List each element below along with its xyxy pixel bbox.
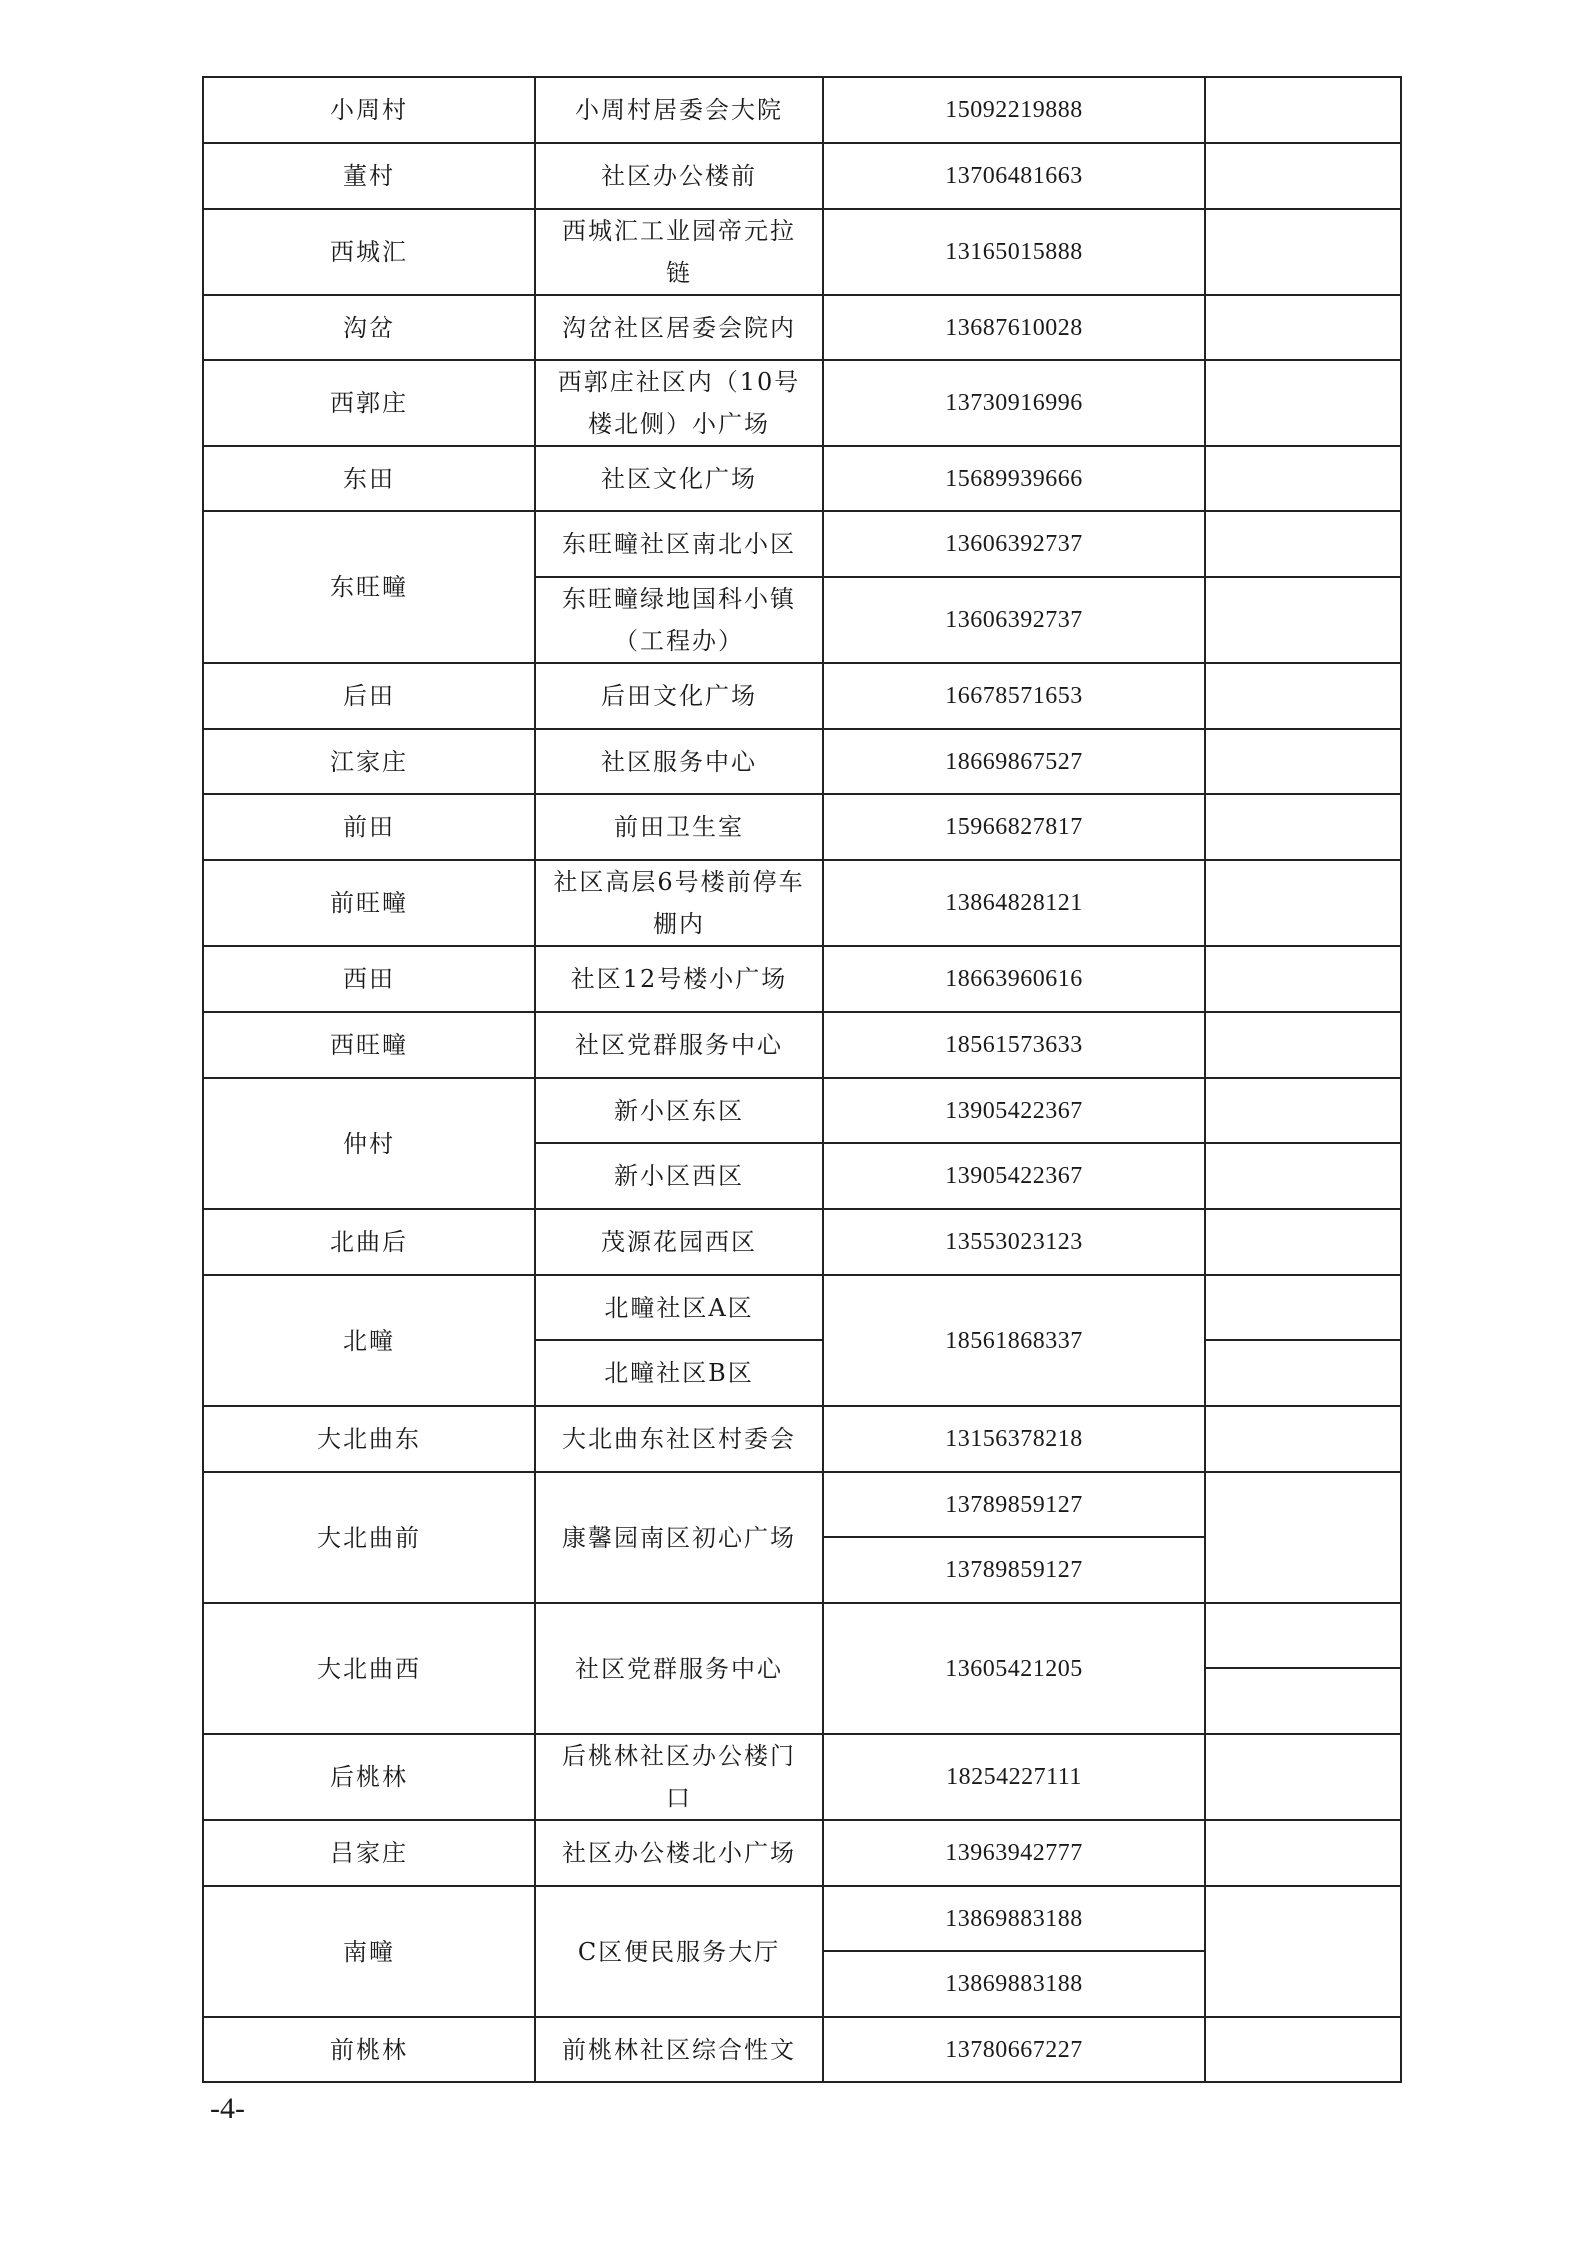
phone-cell: 13606392737 <box>823 577 1205 663</box>
community-cell: 董村 <box>203 143 535 209</box>
table-row <box>203 1603 1401 1668</box>
location-cell: 大北曲东社区村委会 <box>535 1406 823 1472</box>
table-row <box>203 2017 1401 2082</box>
phone-cell: 13730916996 <box>823 360 1205 446</box>
phone-cell: 13869883188 <box>823 1951 1205 2017</box>
community-cell: 西郭庄 <box>203 360 535 446</box>
community-cell: 西旺疃 <box>203 1012 535 1078</box>
blank-cell <box>1205 1340 1401 1406</box>
location-cell: 西城汇工业园帝元拉链 <box>535 209 823 295</box>
phone-cell: 18669867527 <box>823 729 1205 794</box>
blank-cell <box>1205 1820 1401 1886</box>
community-cell: 小周村 <box>203 77 535 143</box>
table-row <box>203 511 1401 577</box>
blank-cell <box>1205 360 1401 446</box>
phone-cell: 18561573633 <box>823 1012 1205 1078</box>
community-cell: 西田 <box>203 946 535 1012</box>
phone-cell: 13606392737 <box>823 511 1205 577</box>
blank-cell <box>1205 1406 1401 1472</box>
blank-cell <box>1205 1668 1401 1734</box>
location-cell: 北疃社区B区 <box>535 1340 823 1406</box>
phone-cell: 18663960616 <box>823 946 1205 1012</box>
phone-cell: 13687610028 <box>823 295 1205 360</box>
community-cell: 前田 <box>203 794 535 860</box>
community-cell: 江家庄 <box>203 729 535 794</box>
blank-cell <box>1205 794 1401 860</box>
community-cell: 后田 <box>203 663 535 729</box>
blank-cell <box>1205 1209 1401 1275</box>
location-cell: 东旺疃绿地国科小镇（工程办） <box>535 577 823 663</box>
location-cell: 后田文化广场 <box>535 663 823 729</box>
table-row <box>203 1472 1401 1537</box>
phone-cell: 18561868337 <box>823 1275 1205 1406</box>
table-row <box>203 1012 1401 1078</box>
table-row <box>203 663 1401 729</box>
page-number: -4- <box>210 2092 245 2125</box>
phone-cell: 13963942777 <box>823 1820 1205 1886</box>
phone-cell: 16678571653 <box>823 663 1205 729</box>
blank-cell <box>1205 577 1401 663</box>
community-cell: 大北曲西 <box>203 1603 535 1734</box>
location-cell: 社区党群服务中心 <box>535 1603 823 1734</box>
community-cell: 吕家庄 <box>203 1820 535 1886</box>
location-cell: 社区服务中心 <box>535 729 823 794</box>
phone-cell: 15966827817 <box>823 794 1205 860</box>
table-row <box>203 360 1401 446</box>
location-cell: 前田卫生室 <box>535 794 823 860</box>
location-cell: 后桃林社区办公楼门口 <box>535 1734 823 1820</box>
phone-cell: 13869883188 <box>823 1886 1205 1951</box>
table-row <box>203 946 1401 1012</box>
blank-cell <box>1205 1886 1401 2017</box>
blank-cell <box>1205 446 1401 511</box>
community-cell: 后桃林 <box>203 1734 535 1820</box>
phone-cell: 15689939666 <box>823 446 1205 511</box>
community-cell: 南疃 <box>203 1886 535 2017</box>
location-cell: 前桃林社区综合性文 <box>535 2017 823 2082</box>
location-cell: 社区高层6号楼前停车棚内 <box>535 860 823 946</box>
phone-cell: 13156378218 <box>823 1406 1205 1472</box>
community-cell: 东旺疃 <box>203 511 535 663</box>
community-cell: 沟岔 <box>203 295 535 360</box>
phone-cell: 13605421205 <box>823 1603 1205 1734</box>
blank-cell <box>1205 77 1401 143</box>
community-sites-table <box>202 76 1402 2083</box>
location-cell: 康馨园南区初心广场 <box>535 1472 823 1603</box>
blank-cell <box>1205 143 1401 209</box>
table-row <box>203 295 1401 360</box>
location-cell: 社区办公楼前 <box>535 143 823 209</box>
table-row <box>203 446 1401 511</box>
location-cell: 新小区西区 <box>535 1143 823 1209</box>
blank-cell <box>1205 1603 1401 1668</box>
blank-cell <box>1205 1012 1401 1078</box>
table-row <box>203 1078 1401 1143</box>
blank-cell <box>1205 729 1401 794</box>
community-cell: 前旺疃 <box>203 860 535 946</box>
location-cell: 新小区东区 <box>535 1078 823 1143</box>
location-cell: 沟岔社区居委会院内 <box>535 295 823 360</box>
blank-cell <box>1205 1275 1401 1340</box>
blank-cell <box>1205 2017 1401 2082</box>
blank-cell <box>1205 1078 1401 1143</box>
blank-cell <box>1205 663 1401 729</box>
phone-cell: 13553023123 <box>823 1209 1205 1275</box>
table-row <box>203 1275 1401 1340</box>
community-cell: 北曲后 <box>203 1209 535 1275</box>
phone-cell: 13706481663 <box>823 143 1205 209</box>
blank-cell <box>1205 209 1401 295</box>
location-cell: 小周村居委会大院 <box>535 77 823 143</box>
table-row <box>203 77 1401 143</box>
community-cell: 北疃 <box>203 1275 535 1406</box>
phone-cell: 13905422367 <box>823 1078 1205 1143</box>
blank-cell <box>1205 295 1401 360</box>
table-row <box>203 209 1401 295</box>
blank-cell <box>1205 1472 1401 1603</box>
table-row <box>203 1820 1401 1886</box>
table-row <box>203 1406 1401 1472</box>
community-cell: 仲村 <box>203 1078 535 1209</box>
blank-cell <box>1205 1143 1401 1209</box>
table-row <box>203 1886 1401 1951</box>
phone-cell: 13864828121 <box>823 860 1205 946</box>
community-cell: 东田 <box>203 446 535 511</box>
phone-cell: 13165015888 <box>823 209 1205 295</box>
location-cell: 社区12号楼小广场 <box>535 946 823 1012</box>
location-cell: 社区文化广场 <box>535 446 823 511</box>
blank-cell <box>1205 946 1401 1012</box>
location-cell: 西郭庄社区内（10号楼北侧）小广场 <box>535 360 823 446</box>
phone-cell: 13789859127 <box>823 1537 1205 1603</box>
table-row <box>203 1209 1401 1275</box>
phone-cell: 13780667227 <box>823 2017 1205 2082</box>
community-cell: 大北曲东 <box>203 1406 535 1472</box>
phone-cell: 18254227111 <box>823 1734 1205 1820</box>
location-cell: C区便民服务大厅 <box>535 1886 823 2017</box>
community-cell: 西城汇 <box>203 209 535 295</box>
community-cell: 大北曲前 <box>203 1472 535 1603</box>
location-cell: 东旺疃社区南北小区 <box>535 511 823 577</box>
table-row <box>203 860 1401 946</box>
table-row <box>203 794 1401 860</box>
phone-cell: 15092219888 <box>823 77 1205 143</box>
location-cell: 茂源花园西区 <box>535 1209 823 1275</box>
blank-cell <box>1205 1734 1401 1820</box>
location-cell: 社区办公楼北小广场 <box>535 1820 823 1886</box>
location-cell: 社区党群服务中心 <box>535 1012 823 1078</box>
phone-cell: 13905422367 <box>823 1143 1205 1209</box>
table-row <box>203 729 1401 794</box>
blank-cell <box>1205 860 1401 946</box>
blank-cell <box>1205 511 1401 577</box>
table-row <box>203 1734 1401 1820</box>
community-cell: 前桃林 <box>203 2017 535 2082</box>
location-cell: 北疃社区A区 <box>535 1275 823 1340</box>
table-row <box>203 143 1401 209</box>
phone-cell: 13789859127 <box>823 1472 1205 1537</box>
